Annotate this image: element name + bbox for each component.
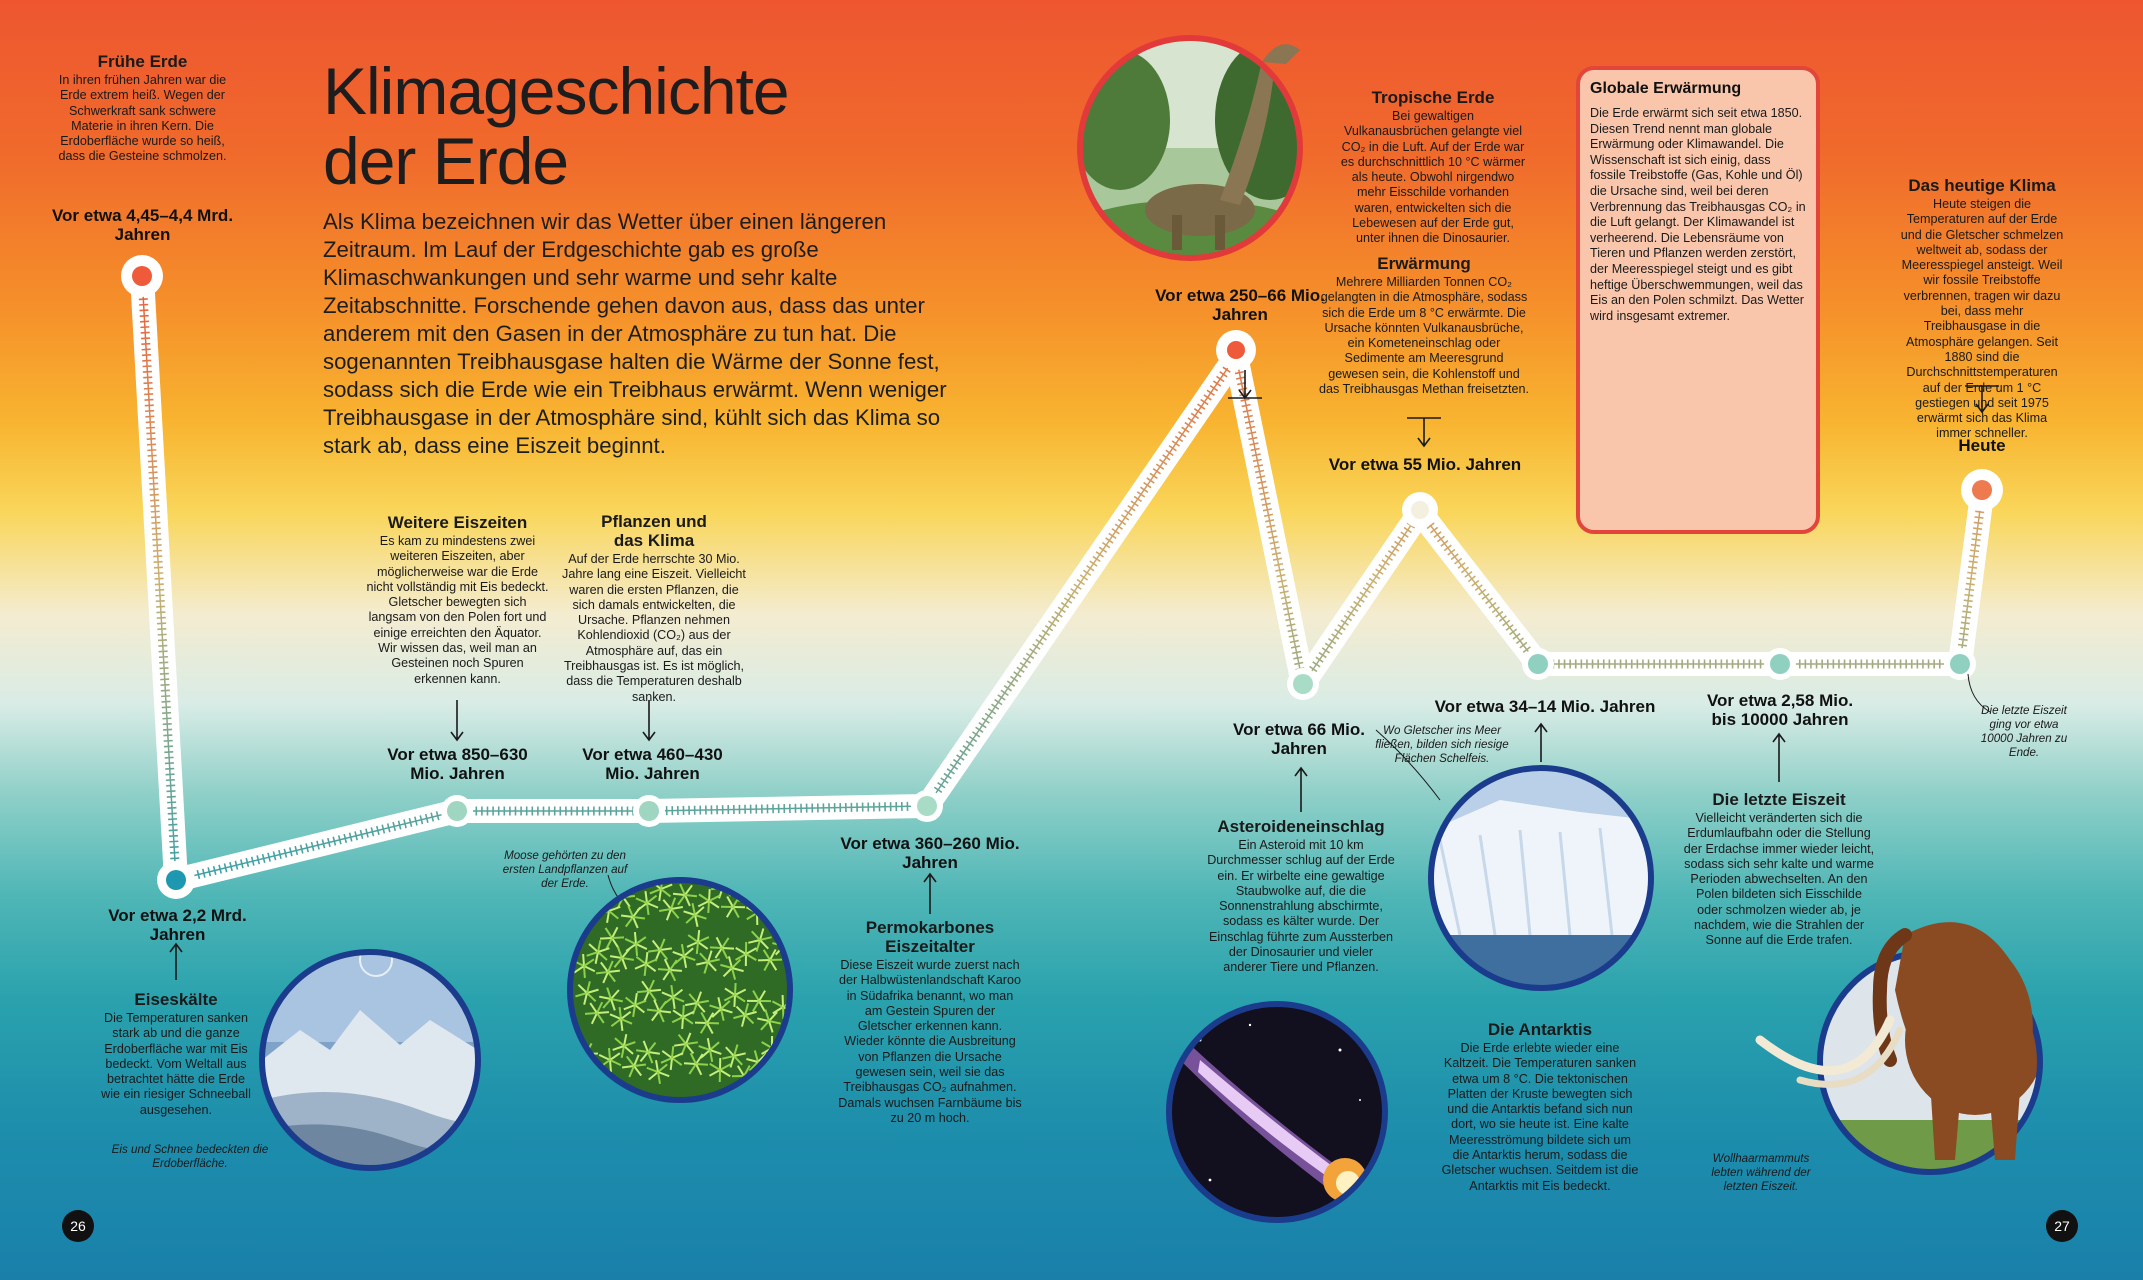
date-tropische-erde: Vor etwa 250–66 Mio. Jahren: [1155, 286, 1325, 324]
event-antarktis: [1440, 1020, 1640, 1194]
timeline-node-permokarbon: [911, 790, 943, 822]
timeline-node-asteroid: [1287, 668, 1319, 700]
date-erwaermung: Vor etwa 55 Mio. Jahren: [1328, 455, 1522, 474]
timeline-node-letzte-eiszeit: [1764, 648, 1796, 680]
caption-eiseskaelte: Eis und Schnee bedeckten die Erdoberfläche.: [111, 1143, 269, 1170]
event-text: Die Erde erlebte wieder eine Kaltzeit. Die Temperaturen sanken etwa um 8 °C. Die tektonischen Platten der Kruste bewegten sich und die Antarktis befand sich nun dort, wo sie heute ist. Eine kalte Meeresströmung bildete sich um die Antarktis herum, sodass die Gletscher wuchsen. Seitdem ist die Antarktis mit Eis bedeckt.: [1441, 1041, 1639, 1193]
caption-antarktis: Wo Gletscher ins Meer fließen, bilden sich riesige Flächen Schelfeis.: [1375, 724, 1509, 765]
event-text: Auf der Erde herrschte 30 Mio. Jahre lang eine Eiszeit. Vielleicht waren die ersten Pflanzen, die sich damals entwickelten, die Ursache. Pflanzen nehmen Kohlendioxid (CO₂) aus der Atmosphäre auf, das ein Treibhausgas ist. Es ist möglich, dass die Temperaturen deshalb sanken.: [562, 552, 746, 704]
event-fruehe-erde: [50, 52, 235, 165]
date-pflanzen: Vor etwa 460–430 Mio. Jahren: [582, 745, 723, 783]
date-permokarbon: Vor etwa 360–260 Mio. Jahren: [840, 834, 1020, 872]
event-heading: Permokarbones Eiszeitalter: [865, 918, 995, 956]
moss-photo: [563, 875, 796, 1100]
timeline-node-erwaermung: [1402, 492, 1438, 528]
date-fruehe-erde: Vor etwa 4,45–4,4 Mrd. Jahren: [51, 206, 234, 244]
timeline-node-fruehe-erde: [121, 255, 163, 297]
event-heading: Tropische Erde: [1371, 88, 1495, 107]
snowy-mountains-photo: [262, 944, 483, 1168]
caption-mammoth: Wollhaarmammuts lebten während der letzten Eiszeit.: [1711, 1152, 1811, 1193]
event-permokarbon: [838, 918, 1022, 1126]
timeline-node-eiseskaelte: [157, 861, 195, 899]
date-eiseskaelte: Vor etwa 2,2 Mrd. Jahren: [108, 906, 247, 944]
event-weitere-eiszeiten: [365, 513, 550, 687]
asteroid-photo: [1169, 1004, 1385, 1220]
date-asteroid: Vor etwa 66 Mio. Jahren: [1233, 720, 1365, 758]
caption-letzte-eiszeit: Die letzte Eiszeit ging vor etwa 10000 Jahren zu Ende.: [1980, 704, 2068, 759]
event-heading: Frühe Erde: [97, 52, 188, 71]
ice-shelf-photo: [1431, 768, 1651, 988]
event-heading: Asteroideneinschlag: [1217, 817, 1385, 836]
event-erwaermung: [1318, 254, 1530, 397]
timeline-node-antarktis: [1522, 648, 1554, 680]
page-title: [323, 56, 883, 196]
event-text: In ihren frühen Jahren war die Erde extrem heiß. Wegen der Schwerkraft sank schwere Materie in ihren Kern. Die Erdoberfläche wurde so heiß, dass die Gesteine schmolzen.: [58, 73, 227, 164]
event-tropische-erde: [1340, 88, 1526, 247]
event-pflanzen: [558, 512, 750, 705]
box-heading: Globale Erwärmung: [1590, 80, 1742, 97]
timeline-node-weitere-eiszeiten: [441, 795, 473, 827]
date-heute: Heute: [1958, 436, 2006, 455]
event-heading: Weitere Eiszeiten: [387, 513, 528, 532]
timeline-node-tropische-erde: [1216, 330, 1256, 370]
event-text: Die Temperaturen sanken stark ab und die ganze Erdoberfläche war mit Eis bedeckt. Vom Weltall aus betrachtet hätte die Erde wie ein riesiger Schneeball ausgesehen.: [101, 1011, 251, 1117]
event-heading: Eiseskälte: [134, 990, 218, 1009]
date-antarktis: Vor etwa 34–14 Mio. Jahren: [1434, 697, 1656, 716]
title-line-1: Klimageschichte: [323, 54, 789, 128]
title-line-2: der Erde: [323, 124, 569, 198]
box-text: Die Erde erwärmt sich seit etwa 1850. Diesen Trend nennt man globale Erwärmung oder Klimawandel. Die Wissenschaft ist sich einig, dass fossile Treibstoffe (Gas, Kohle und Öl) die Ursache sind, weil bei deren Verbrennung das Treibhausgas CO₂ in die Luft gelangt. Der Klimawandel ist verheerend. Die Lebensräume von Tieren und Pflanzen werden zerstört, der Meeresspiegel steigt und es gibt heftige Überschwemmungen, weil das Eis an den Polen schmilzt. Das Wetter wird insgesamt extremer.: [1590, 106, 1806, 323]
intro-text: Als Klima bezeichnen wir das Wetter über einen längeren Zeitraum. Im Lauf der Erdgeschichte gab es große Klimaschwankungen und sehr warme und sehr kalte Zeitabschnitte. Forschende gehen davon aus, dass das unter anderem mit den Gasen in der Atmosphäre zu tun hat. Die sogenannten Treibhausgase halten die Wärme der Sonne fest, sodass sich die Erde wie ein Treibhaus erwärmt. Wenn weniger Treibhausgase in der Atmosphäre sind, kühlt sich das Klima so stark ab, dass eine Eiszeit beginnt.: [323, 209, 947, 458]
global-warming-box: [1576, 66, 1820, 534]
event-text: Mehrere Milliarden Tonnen CO₂ gelangten in die Atmosphäre, sodass sich die Erde um 8 °C erwärmte. Die Ursache könnten Vulkanausbrüche, ein Kometeneinschlag oder Sedimente am Meeresgrund gewesen sein, die Kohlenstoff und das Treibhausgas Methan freisetzten.: [1318, 275, 1530, 397]
event-heading: Das heutige Klima: [1908, 176, 2056, 195]
event-text: Es kam zu mindestens zwei weiteren Eiszeiten, aber möglicherweise war die Erde nicht vollständig mit Eis bedeckt. Gletscher bewegten sich langsam von den Polen fort und einige erreichten den Äquator. Wir wissen das, weil man an Gesteinen noch Spuren erkennen kann.: [366, 534, 549, 686]
caption-pflanzen: Moose gehörten zu den ersten Landpflanzen auf der Erde.: [502, 849, 628, 890]
page-number-left: 26: [62, 1210, 94, 1242]
event-heading: Die letzte Eiszeit: [1712, 790, 1846, 809]
dinosaur-photo: [1060, 38, 1325, 280]
date-letzte-eiszeit: Vor etwa 2,58 Mio. bis 10000 Jahren: [1706, 691, 1854, 729]
event-text: Diese Eiszeit wurde zuerst nach der Halbwüstenlandschaft Karoo in Südafrika benannt, wo man am Gestein Spuren der Gletscher erkennen kann. Wieder könnte die Ausbreitung von Pflanzen die Ursache gewesen sein, weil sie das Treibhausgas CO₂ aufnahmen. Damals wuchsen Farnbäume bis zu 20 m hoch.: [838, 958, 1022, 1125]
event-heutiges-klima: [1898, 176, 2066, 442]
event-heading: Erwärmung: [1377, 254, 1471, 273]
event-text: Ein Asteroid mit 10 km Durchmesser schlug auf der Erde ein. Er wirbelte eine gewaltige Staubwolke auf, die die Sonnenstrahlung abschirmte, sodass es kälter wurde. Der Einschlag führte zum Aussterben der Dinosaurier und vieler anderer Tiere und Pflanzen.: [1207, 838, 1395, 975]
event-text: Bei gewaltigen Vulkanausbrüchen gelangte viel CO₂ in die Luft. Auf der Erde war es durchschnittlich 10 °C wärmer als heute. Obwohl nirgendwo mehr Eisschilde vorhanden waren, entwickelten sich die Lebewesen auf der Erde gut, unter ihnen die Dinosaurier.: [1340, 109, 1526, 246]
event-asteroid: [1206, 817, 1396, 976]
event-heading: Pflanzen und das Klima: [601, 512, 707, 550]
event-heading: Die Antarktis: [1487, 1020, 1593, 1039]
date-weitere-eiszeiten: Vor etwa 850–630 Mio. Jahren: [387, 745, 528, 783]
mammoth-photo: [1760, 922, 2045, 1172]
event-letzte-eiszeit: [1683, 790, 1875, 949]
page-number-right: 27: [2046, 1210, 2078, 1242]
timeline-node-pflanzen: [633, 795, 665, 827]
event-eiseskaelte: [100, 990, 252, 1118]
event-text: Vielleicht veränderten sich die Erdumlaufbahn oder die Stellung der Erdachse immer wieder leicht, sodass sich sehr kalte und warme Perioden abwechselten. An den Polen bildeten sich Eisschilde oder schmolzen wieder ab, je nachdem, wie die Strahlen der Sonne auf die Erde trafen.: [1683, 811, 1875, 948]
timeline-node-heute: [1961, 469, 2003, 511]
timeline-node-eiszeit-ende: [1944, 648, 1976, 680]
event-text: Heute steigen die Temperaturen auf der Erde und die Gletscher schmelzen weltweit ab, sodass der Meeresspiegel ansteigt. Weil wir fossile Treibstoffe verbrennen, tragen wir dazu bei, dass mehr Treibhausgase in die Atmosphäre gelangen. Seit 1880 sind die Durchschnittstemperaturen auf der Erde um 1 °C gestiegen und seit 1975 erwärmt sich das Klima immer schneller.: [1900, 197, 2064, 441]
